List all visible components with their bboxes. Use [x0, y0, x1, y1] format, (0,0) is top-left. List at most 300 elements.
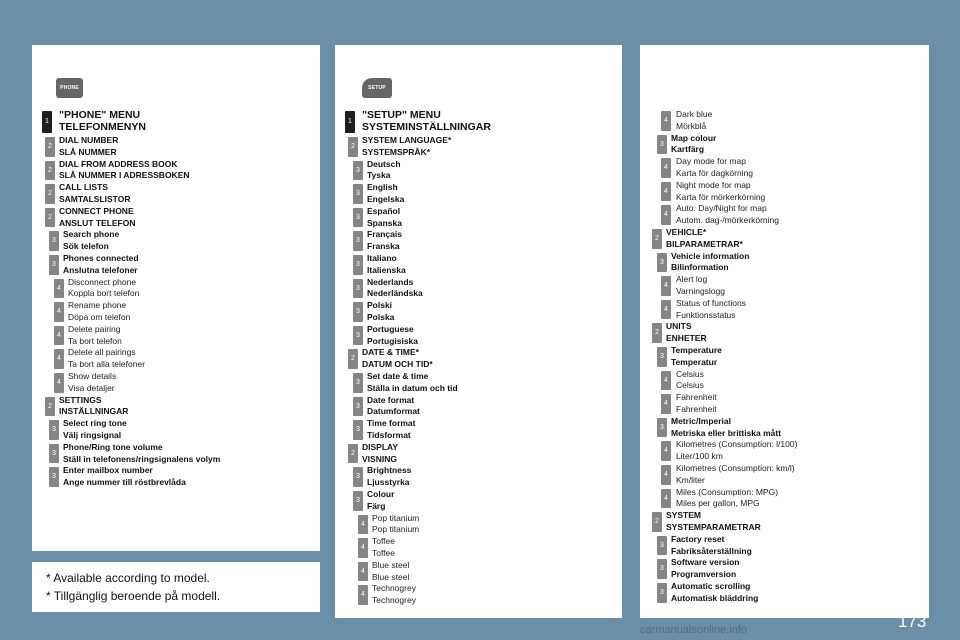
menu-item [335, 418, 615, 442]
menu-item-text [367, 182, 404, 206]
menu-item-text [63, 253, 139, 277]
level-badge: 3 [353, 279, 363, 299]
menu-item-label-sv: Bilinformation [671, 262, 729, 273]
menu-item-label-en: Factory reset [671, 533, 725, 544]
menu-item-label-sv: SYSTEMPARAMETRAR [666, 521, 761, 532]
menu-item-label-en: English [367, 182, 398, 193]
menu-item [335, 347, 615, 371]
menu-item-label-sv: Liter/100 km [676, 451, 723, 462]
menu-item-label-en: Nederlands [367, 276, 414, 287]
menu-item-label-en: Automatic scrolling [671, 581, 751, 591]
menu-item-text [367, 300, 394, 324]
menu-item-text [666, 321, 707, 345]
menu-item-text [59, 206, 136, 230]
menu-item [640, 133, 920, 157]
menu-item-text [676, 463, 795, 487]
level-badge: 4 [661, 394, 671, 414]
menu-item-label-en: Vehicle information [671, 250, 750, 261]
menu-item [32, 300, 312, 324]
menu-item-label-en: DISPLAY [362, 441, 399, 452]
menu-item-text [372, 536, 395, 560]
menu-item-label-en: Disconnect phone [68, 276, 137, 287]
menu-item-label-sv: INSTÄLLNINGAR [59, 406, 129, 417]
menu-item [640, 439, 920, 463]
phone-menu-panel [32, 45, 320, 551]
menu-item [335, 560, 615, 584]
level-badge: 3 [49, 255, 59, 275]
level-badge: 3 [657, 418, 667, 438]
level-badge: 2 [45, 208, 55, 228]
level-badge: 2 [45, 397, 55, 417]
menu-item [335, 513, 615, 537]
level-badge: 4 [54, 279, 64, 299]
menu-item [335, 206, 615, 230]
menu-item-text [671, 416, 781, 440]
menu-item-text [367, 206, 402, 230]
menu-item-label-en: Show details [68, 371, 117, 381]
menu-item-label-en: Miles (Consumption: MPG) [676, 486, 779, 497]
menu-item [32, 206, 312, 230]
menu-item-label-sv: Miles per gallon, MPG [676, 498, 760, 509]
level-badge: 3 [49, 420, 59, 440]
level-badge: 3 [353, 208, 363, 228]
level-badge: 3 [353, 302, 363, 322]
menu-item-text [68, 347, 145, 371]
menu-item-label-sv: SLÅ NUMMER [59, 146, 117, 157]
menu-item-label-en: Delete pairing [68, 323, 121, 334]
menu-item-label-en: Metric/Imperial [671, 415, 731, 426]
level-badge: 4 [358, 585, 368, 605]
level-badge: 2 [348, 137, 358, 157]
menu-item-label-sv: Kartfärg [671, 144, 705, 155]
menu-item-label-sv: Döpa om telefon [68, 311, 131, 322]
menu-item-text [63, 442, 220, 466]
menu-item-label-en: Day mode for map [676, 156, 746, 167]
menu-item-text [59, 395, 128, 419]
level-badge: 3 [353, 397, 363, 417]
menu-item-text [671, 534, 752, 558]
menu-item [32, 371, 312, 395]
level-badge: 3 [657, 347, 667, 367]
menu-item-label-en: Pop titanium [372, 512, 420, 523]
menu-item-label-sv: Koppla bort telefon [68, 288, 140, 299]
level-badge: 3 [49, 231, 59, 251]
menu-item-label-sv: Fahrenheit [676, 403, 717, 414]
menu-item-text [362, 135, 451, 159]
level-badge: 4 [54, 302, 64, 322]
level-badge: 3 [353, 184, 363, 204]
menu-item-label-sv: VISNING [362, 453, 397, 464]
menu-item [640, 251, 920, 275]
phone-icon: PHONE [56, 78, 83, 98]
level-badge: 4 [661, 371, 671, 391]
menu-item-text [68, 371, 116, 395]
level-badge: 4 [661, 300, 671, 320]
menu-item-label-en: Alert log [676, 274, 708, 285]
menu-item-label-en: Search phone [63, 229, 120, 240]
menu-item-text [367, 418, 416, 442]
menu-item [335, 371, 615, 395]
menu-item [335, 135, 615, 159]
menu-item-label-sv: Ställ in telefonens/ringsignalens volym [63, 453, 221, 464]
level-badge: 4 [661, 276, 671, 296]
menu-item-label-sv: Polska [367, 311, 395, 322]
level-badge: 4 [358, 515, 368, 535]
level-badge: 4 [661, 489, 671, 509]
menu-item [335, 395, 615, 419]
menu-item-label-sv: Technogrey [372, 595, 416, 606]
menu-item-label-en: SETTINGS [59, 394, 102, 405]
menu-item-text [362, 442, 398, 466]
footnote-box [32, 562, 320, 612]
footnote-swedish: * Tillgänglig beroende på modell. [46, 589, 221, 603]
level-badge: 3 [353, 161, 363, 181]
menu-item [640, 487, 920, 511]
menu-item-label-en: Date format [367, 394, 415, 405]
menu-item-text [676, 392, 717, 416]
menu-item-label-en: Français [367, 229, 402, 240]
menu-item-label-en: Phones connected [63, 253, 139, 263]
menu-item [32, 465, 312, 489]
level-badge: 3 [657, 253, 667, 273]
menu-item-text [666, 510, 761, 534]
setup-menu-continued-panel [640, 45, 929, 618]
menu-item-label-sv: Franska [367, 241, 400, 252]
menu-item-text [676, 109, 712, 133]
menu-item-label-en: Celsius [676, 368, 704, 379]
menu-item [640, 274, 920, 298]
menu-item-label-en: DATE & TIME* [362, 347, 419, 358]
menu-item [335, 324, 615, 348]
level-badge: 2 [348, 349, 358, 369]
menu-item [335, 583, 615, 607]
menu-item-text [362, 347, 433, 371]
menu-item [640, 321, 920, 345]
menu-item-label-sv: Sök telefon [63, 241, 109, 252]
menu-item-text [367, 489, 394, 513]
menu-item [32, 442, 312, 466]
menu-item-text [676, 487, 778, 511]
menu-item-label-sv: Ta bort alla telefoner [68, 359, 146, 370]
menu-item-label-sv: Italienska [367, 264, 406, 275]
menu-item-label-sv: Fabriksåterställning [671, 545, 752, 556]
level-badge: 2 [652, 323, 662, 343]
menu-item-label-sv: Funktionsstatus [676, 309, 736, 320]
menu-item-label-en: "PHONE" MENU [59, 109, 141, 121]
menu-item [32, 253, 312, 277]
level-badge: 3 [353, 255, 363, 275]
menu-item [640, 298, 920, 322]
menu-item [640, 109, 920, 133]
menu-item [640, 463, 920, 487]
menu-item-label-sv: DATUM OCH TID* [362, 359, 433, 370]
menu-item-text [671, 251, 749, 275]
menu-item [640, 581, 920, 605]
menu-item [32, 418, 312, 442]
menu-item-label-sv: Färg [367, 500, 386, 511]
menu-item [335, 489, 615, 513]
menu-item [640, 156, 920, 180]
menu-item-label-en: Status of functions [676, 297, 746, 308]
level-badge: 1 [42, 111, 52, 133]
menu-item [640, 392, 920, 416]
menu-item-text [63, 418, 127, 442]
menu-item-label-en: SYSTEM [666, 510, 701, 521]
menu-item-text [362, 109, 491, 133]
menu-item-label-sv: Blue steel [372, 571, 410, 582]
menu-item [335, 253, 615, 277]
menu-item-text [367, 229, 402, 253]
level-badge: 3 [49, 444, 59, 464]
menu-item-label-sv: Datumformat [367, 406, 420, 417]
menu-item-label-sv: Spanska [367, 217, 402, 228]
menu-item-label-sv: Nederländska [367, 288, 423, 299]
menu-item-label-en: "SETUP" MENU [362, 109, 441, 121]
level-badge: 2 [45, 161, 55, 181]
menu-item-label-sv: Celsius [676, 380, 704, 391]
menu-item [32, 395, 312, 419]
menu-item-label-en: UNITS [666, 321, 692, 332]
menu-item [640, 416, 920, 440]
menu-item-label-sv: Metriska eller brittiska mått [671, 427, 782, 438]
menu-item-label-sv: SYSTEMINSTÄLLNINGAR [362, 121, 491, 133]
menu-item-text [367, 277, 423, 301]
level-badge: 1 [345, 111, 355, 133]
menu-item-label-en: Italiano [367, 253, 397, 263]
menu-item [335, 536, 615, 560]
menu-item-label-en: Select ring tone [63, 418, 127, 429]
level-badge: 3 [353, 491, 363, 511]
menu-item-text [372, 560, 409, 584]
menu-item-text [676, 156, 753, 180]
menu-item [640, 557, 920, 581]
menu-item-label-sv: Temperatur [671, 356, 718, 367]
menu-item-label-sv: Karta för mörkerkörning [676, 191, 766, 202]
level-badge: 3 [657, 536, 667, 556]
menu-item-text [676, 298, 746, 322]
page-number: 173 [898, 612, 927, 631]
menu-item-text [372, 583, 416, 607]
menu-item-label-sv: ANSLUT TELEFON [59, 217, 136, 228]
menu-item-text [367, 465, 411, 489]
menu-item [335, 442, 615, 466]
level-badge: 2 [652, 229, 662, 249]
menu-item-label-sv: Automatisk bläddring [671, 592, 759, 603]
menu-item-text [367, 253, 406, 277]
menu-item-label-sv: SAMTALSLISTOR [59, 193, 131, 204]
menu-item [32, 109, 312, 135]
menu-item-label-en: Fahrenheit [676, 392, 717, 403]
level-badge: 3 [353, 467, 363, 487]
level-badge: 4 [54, 373, 64, 393]
menu-item-label-sv: Toffee [372, 547, 396, 558]
menu-item-label-en: Kilometres (Consumption: l/100) [676, 439, 798, 450]
menu-item [640, 534, 920, 558]
menu-item-label-en: SYSTEM LANGUAGE* [362, 135, 452, 145]
menu-item-label-sv: Visa detaljer [68, 382, 115, 393]
menu-item [640, 203, 920, 227]
menu-item-text [676, 180, 765, 204]
menu-item-label-en: Phone/Ring tone volume [63, 441, 163, 452]
menu-item-label-sv: Autom. dag-/mörkerkörning [676, 215, 779, 226]
menu-item-label-sv: Ange nummer till röstbrevlåda [63, 477, 186, 488]
menu-item-label-sv: SLÅ NUMMER I ADRESSBOKEN [59, 170, 190, 181]
level-badge: 4 [358, 538, 368, 558]
menu-item-label-sv: Anslutna telefoner [63, 264, 138, 275]
menu-item-text [372, 513, 419, 537]
menu-item-text [63, 229, 119, 253]
setup-menu-panel [335, 45, 622, 618]
menu-item [335, 277, 615, 301]
menu-item-text [68, 324, 122, 348]
menu-item-text [68, 277, 139, 301]
menu-item-label-en: Toffee [372, 536, 396, 547]
menu-item-label-sv: SYSTEMSPRÅK* [362, 146, 431, 157]
menu-item-label-en: Set date & time [367, 371, 429, 381]
menu-item-text [676, 274, 725, 298]
menu-item-label-en: Polski [367, 300, 393, 311]
menu-item-text [671, 133, 716, 157]
level-badge: 4 [661, 441, 671, 461]
menu-item-label-en: Español [367, 205, 401, 216]
level-badge: 4 [661, 182, 671, 202]
menu-item-label-en: Delete all pairings [68, 347, 136, 358]
level-badge: 4 [54, 349, 64, 369]
menu-item [32, 135, 312, 159]
level-badge: 3 [353, 420, 363, 440]
level-badge: 3 [353, 231, 363, 251]
menu-item-label-en: Enter mailbox number [63, 465, 153, 476]
menu-item-text [367, 159, 401, 183]
menu-item-label-sv: Karta för dagkörning [676, 167, 754, 178]
menu-item-label-en: Night mode for map [676, 179, 751, 190]
menu-item-label-sv: Mörkblå [676, 120, 707, 131]
menu-item [640, 369, 920, 393]
menu-item-text [367, 371, 458, 395]
level-badge: 3 [49, 467, 59, 487]
level-badge: 3 [657, 583, 667, 603]
menu-item-label-en: Auto. Day/Night for map [676, 203, 767, 214]
level-badge: 3 [657, 559, 667, 579]
level-badge: 3 [353, 373, 363, 393]
menu-item [640, 345, 920, 369]
menu-item [640, 180, 920, 204]
menu-item [32, 347, 312, 371]
menu-item-text [59, 159, 190, 183]
menu-item-text [671, 581, 758, 605]
menu-item [640, 510, 920, 534]
menu-item-label-en: Technogrey [372, 583, 416, 594]
menu-item-label-en: Map colour [671, 132, 717, 143]
level-badge: 2 [45, 184, 55, 204]
menu-item-label-en: CONNECT PHONE [59, 205, 134, 216]
menu-item-text [676, 439, 797, 463]
menu-item [32, 324, 312, 348]
menu-item [335, 300, 615, 324]
menu-item [32, 229, 312, 253]
menu-item [335, 159, 615, 183]
level-badge: 4 [54, 326, 64, 346]
level-badge: 4 [661, 111, 671, 131]
watermark: carmanualsonline.info [640, 624, 748, 636]
menu-item-label-en: VEHICLE* [666, 227, 707, 237]
menu-item-label-sv: Km/liter [676, 474, 705, 485]
menu-item-label-en: Software version [671, 557, 740, 568]
menu-item-text [59, 135, 118, 159]
level-badge: 4 [661, 465, 671, 485]
menu-item [32, 277, 312, 301]
menu-item-label-en: Portuguese [367, 323, 414, 334]
menu-item-label-sv: Pop titanium [372, 524, 420, 535]
menu-item-label-sv: Ställa in datum och tid [367, 382, 458, 393]
menu-item-label-en: Blue steel [372, 559, 410, 570]
menu-item-label-sv: TELEFONMENYN [59, 121, 146, 133]
menu-item-label-en: Dark blue [676, 109, 713, 119]
menu-item-label-en: Temperature [671, 345, 722, 355]
menu-item [32, 182, 312, 206]
menu-item-label-sv: Välj ringsignal [63, 429, 122, 440]
setup-icon: SETUP [362, 78, 392, 98]
menu-item [335, 182, 615, 206]
menu-item [640, 227, 920, 251]
menu-item-label-en: Deutsch [367, 158, 401, 169]
menu-item-text [666, 227, 743, 251]
menu-item-label-sv: Ljusstyrka [367, 477, 410, 488]
menu-item-text [68, 300, 130, 324]
menu-item-label-en: Brightness [367, 465, 412, 476]
level-badge: 4 [661, 158, 671, 178]
menu-item-label-sv: Tidsformat [367, 429, 411, 440]
menu-item [335, 109, 615, 135]
menu-item [335, 229, 615, 253]
menu-item-text [59, 109, 146, 133]
menu-item-label-sv: Varningslogg [676, 285, 725, 296]
menu-item-label-en: CALL LISTS [59, 182, 108, 193]
menu-item-text [676, 369, 704, 393]
menu-item-text [671, 345, 722, 369]
level-badge: 3 [353, 326, 363, 346]
menu-item [335, 465, 615, 489]
level-badge: 2 [652, 512, 662, 532]
level-badge: 4 [358, 562, 368, 582]
menu-item-text [59, 182, 130, 206]
level-badge: 2 [348, 444, 358, 464]
menu-item-label-sv: Portugisiska [367, 335, 419, 346]
menu-item-label-sv: ENHETER [666, 333, 707, 344]
menu-item-text [676, 203, 779, 227]
menu-item-label-en: Time format [367, 418, 416, 429]
menu-item-label-sv: Ta bort telefon [68, 335, 122, 346]
menu-item-text [63, 465, 186, 489]
menu-item-label-sv: Programversion [671, 569, 737, 580]
level-badge: 3 [657, 135, 667, 155]
menu-item-label-sv: Tyska [367, 170, 391, 181]
menu-item-text [367, 395, 420, 419]
menu-item-label-en: Colour [367, 489, 395, 499]
menu-item-label-sv: Engelska [367, 193, 405, 204]
menu-item-text [367, 324, 418, 348]
menu-item-label-en: Kilometres (Consumption: km/l) [676, 463, 795, 473]
menu-item-label-sv: BILPARAMETRAR* [666, 238, 743, 249]
menu-item-label-en: Rename phone [68, 300, 127, 311]
level-badge: 4 [661, 205, 671, 225]
menu-item-label-en: DIAL FROM ADDRESS BOOK [59, 158, 178, 169]
footnote-english: * Available according to model. [46, 571, 210, 585]
menu-item-label-en: DIAL NUMBER [59, 135, 119, 145]
menu-item [32, 159, 312, 183]
level-badge: 2 [45, 137, 55, 157]
menu-item-text [671, 557, 740, 581]
